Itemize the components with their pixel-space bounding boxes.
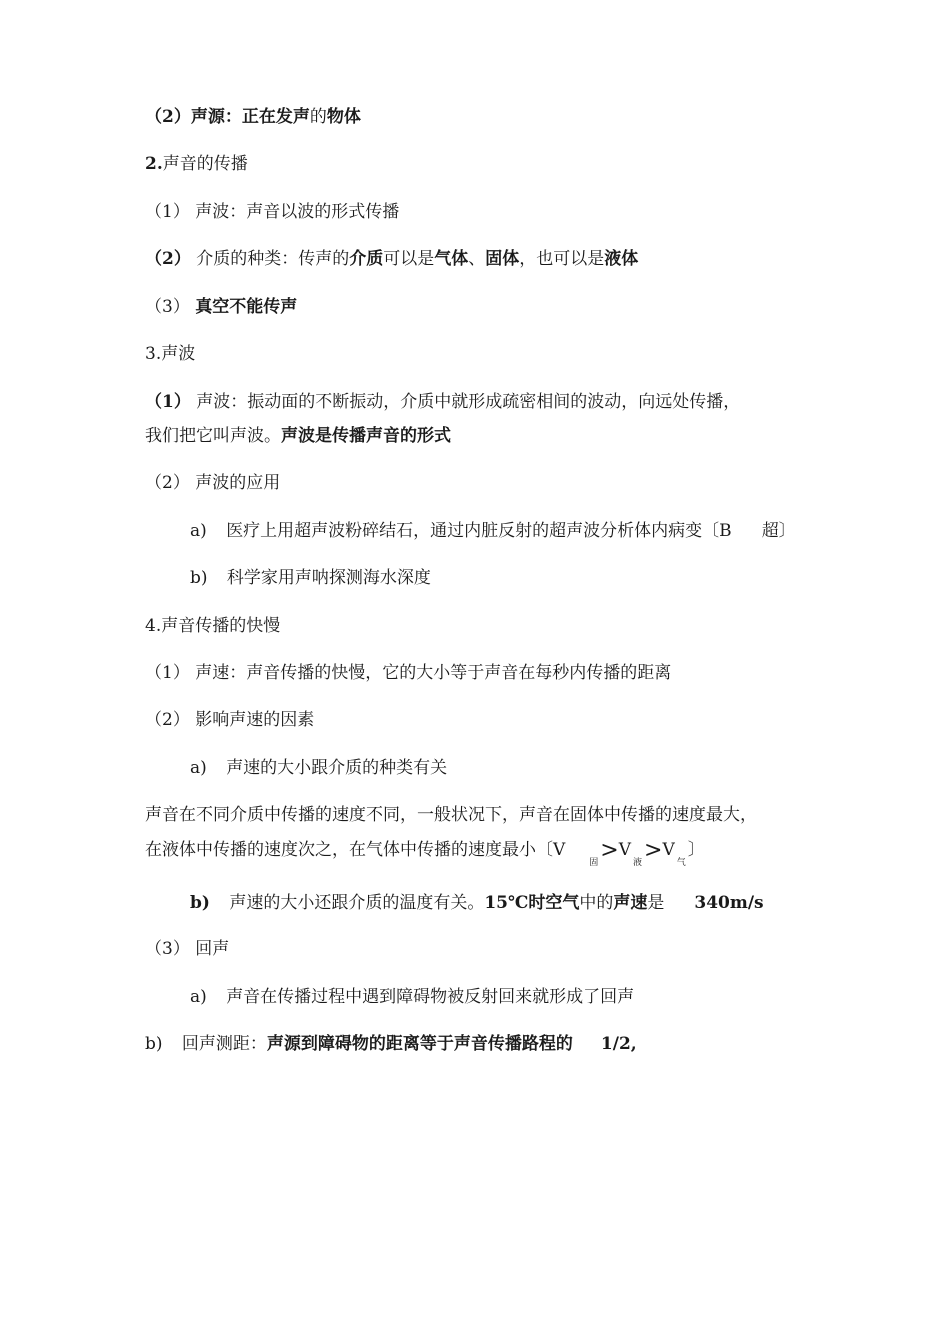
text: 在液体中传播的速度次之，在气体中传播的速度最小〔V <box>145 840 566 860</box>
line-11 <box>190 566 431 590</box>
item-number: （2） <box>145 249 191 269</box>
text: 气体 <box>434 249 469 269</box>
line-7 <box>145 390 740 414</box>
text: 、 <box>468 249 486 269</box>
line-9 <box>145 471 280 495</box>
heading-text: 声音的传播 <box>162 154 248 174</box>
list-marker: b) <box>190 893 210 913</box>
text: （1） 声速：声音传播的快慢，它的大小等于声音在每秒内传播的距离 <box>145 663 672 683</box>
heading-2 <box>145 152 248 176</box>
list-marker: a) <box>190 987 207 1007</box>
list-marker: a) <box>190 758 207 778</box>
line-1 <box>145 105 361 129</box>
subscript-gas: 气 <box>676 858 686 868</box>
list-marker: b) <box>145 1034 163 1054</box>
text: 介质 <box>349 249 384 269</box>
line-13 <box>145 661 671 685</box>
text: 中的 <box>579 893 614 913</box>
list-marker: b) <box>190 568 208 588</box>
line-16 <box>145 803 757 827</box>
text: （1） 声波：声音以波的形式传播 <box>145 202 400 222</box>
text: 15℃时 <box>484 893 546 913</box>
text: 回声测距： <box>181 1034 267 1054</box>
text: 我们把它叫声波。 <box>145 426 281 446</box>
item-number: （2） <box>145 107 191 127</box>
text: 声速的大小还跟介质的温度有关。 <box>229 893 485 913</box>
list-marker: a) <box>190 521 207 541</box>
line-19 <box>145 937 229 961</box>
line-18 <box>190 891 764 915</box>
line-17 <box>145 837 705 868</box>
greater-than: > <box>644 838 663 863</box>
item-number: （1） <box>145 392 191 412</box>
text: 〕 <box>687 840 705 860</box>
text: 声源到障碍物的距离等于声音传播路程的 <box>266 1034 573 1054</box>
text: （3） 回声 <box>145 939 230 959</box>
text: 科学家用声呐探测海水深度 <box>226 568 431 588</box>
text: 超〕 <box>761 521 796 541</box>
text: 声波是传播声音的形式 <box>281 426 451 446</box>
text: 物体 <box>326 107 361 127</box>
velocity-symbol: V <box>662 840 675 860</box>
text: 声源：正在发声 <box>190 107 310 127</box>
value: 340m/s <box>694 893 764 913</box>
text: 固体 <box>485 249 520 269</box>
text: 声波：振动面的不断振动，介质中就形成疏密相间的波动，向远处传播， <box>190 392 741 412</box>
line-3 <box>145 200 399 224</box>
line-4 <box>145 247 638 271</box>
line-8 <box>145 424 451 448</box>
text: （2） 影响声速的因素 <box>145 710 315 730</box>
text: 的 <box>309 107 327 127</box>
text: 声音在不同介质中传播的速度不同，一般状况下，声音在固体中传播的速度最大， <box>145 805 757 825</box>
heading-4 <box>145 614 280 638</box>
heading-text: 3.声波 <box>145 344 196 364</box>
heading-3 <box>145 342 195 366</box>
subscript-liquid: 液 <box>633 858 643 868</box>
line-10 <box>190 519 796 543</box>
text: （2） 声波的应用 <box>145 473 281 493</box>
line-15 <box>190 756 447 780</box>
line-14 <box>145 708 314 732</box>
item-number: （3） <box>145 297 196 317</box>
text: 声速的大小跟介质的种类有关 <box>226 758 448 778</box>
line-5 <box>145 295 297 319</box>
text: 可以是 <box>383 249 435 269</box>
line-20 <box>190 985 634 1009</box>
text: 真空不能传声 <box>195 297 298 317</box>
text: 空气 <box>545 893 580 913</box>
text: 液体 <box>604 249 639 269</box>
text: 声音在传播过程中遇到障碍物被反射回来就形成了回声 <box>226 987 635 1007</box>
velocity-symbol: V <box>618 840 632 860</box>
text: 介质的种类：传声的 <box>190 249 350 269</box>
value: 1/2, <box>600 1034 637 1054</box>
text: 声速 <box>613 893 648 913</box>
line-21 <box>145 1032 637 1056</box>
text: 是 <box>647 893 665 913</box>
subscript-solid: 固 <box>589 858 599 868</box>
text: 医疗上用超声波粉碎结石，通过内脏反射的超声波分析体内病变〔B <box>226 521 732 541</box>
heading-number: 2. <box>145 154 163 174</box>
text: ，也可以是 <box>519 249 605 269</box>
greater-than: > <box>600 838 619 863</box>
heading-text: 4.声音传播的快慢 <box>145 616 281 636</box>
